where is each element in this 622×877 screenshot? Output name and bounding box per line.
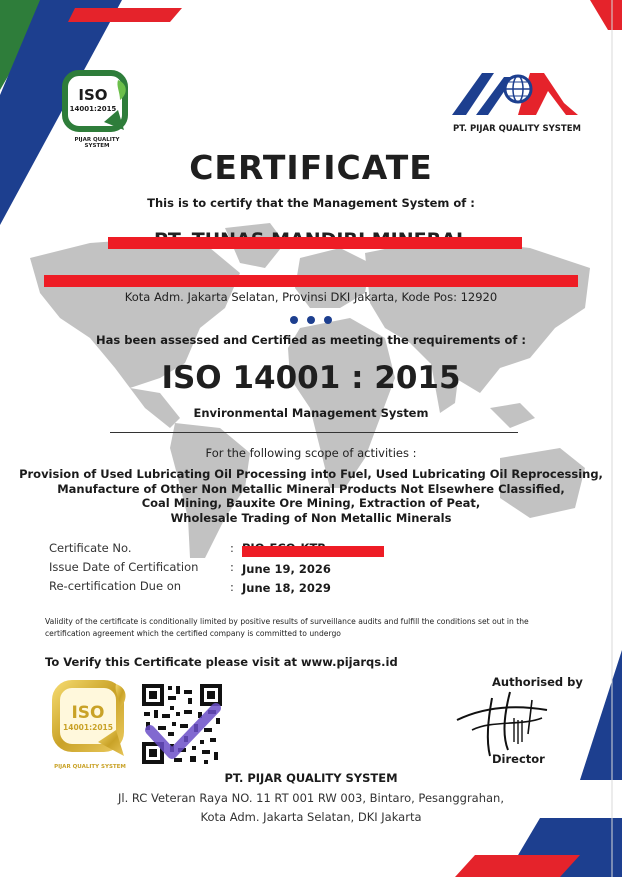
pijar-logo-icon bbox=[448, 65, 586, 117]
recert-colon: : bbox=[230, 580, 234, 594]
redaction-bar-company bbox=[108, 237, 522, 249]
authorised-by-label: Authorised by bbox=[492, 675, 583, 689]
iso-gold-caption: PIJAR QUALITY SYSTEM bbox=[54, 764, 126, 770]
signature-icon bbox=[452, 690, 552, 760]
validity-note bbox=[45, 616, 605, 640]
certificate-title: CERTIFICATE bbox=[189, 148, 433, 187]
pijar-logo-name: PT. PIJAR QUALITY SYSTEM bbox=[453, 124, 581, 134]
standard-name: Environmental Management System bbox=[193, 406, 429, 420]
svg-text:ISO: ISO bbox=[71, 703, 105, 723]
verify-link[interactable]: To Verify this Certificate please visit at www.pijarqs.id bbox=[45, 655, 398, 669]
scope-line: Wholesale Trading of Non Metallic Minerals bbox=[170, 510, 452, 525]
issue-date-value: June 19, 2026 bbox=[242, 562, 331, 576]
footer-company: PT. PIJAR QUALITY SYSTEM bbox=[224, 771, 398, 785]
scope-list bbox=[0, 467, 622, 525]
scope-line: Provision of Used Lubricating Oil Processing into Fuel, Used Lubricating Oil Reprocessing, bbox=[19, 467, 603, 481]
svg-text:ISO: ISO bbox=[78, 86, 108, 104]
iso-gold-seal bbox=[52, 678, 132, 768]
iso-logo-caption: PIJAR QUALITY SYSTEM bbox=[74, 137, 120, 149]
svg-text:14001:2015: 14001:2015 bbox=[69, 105, 117, 113]
recert-label: Re-certification Due on bbox=[49, 579, 182, 593]
iso-logo-top-left bbox=[62, 70, 132, 149]
cert-no-label: Certificate No. bbox=[49, 541, 132, 555]
red-stripe-top-right bbox=[590, 0, 622, 30]
scope-intro: For the following scope of activities : bbox=[205, 446, 417, 460]
assessed-statement: Has been assessed and Certified as meeting the requirements of : bbox=[96, 333, 526, 347]
scope-line: Coal Mining, Bauxite Ore Mining, Extraction of Peat, bbox=[141, 496, 481, 510]
red-stripe-bottom-right bbox=[455, 855, 580, 877]
cert-no-colon: : bbox=[230, 541, 234, 555]
validity-line-2: certification agreement which the certified company is committed to undergo bbox=[45, 629, 341, 638]
scope-line: Manufacture of Other Non Metallic Mineral Products Not Elsewhere Classified, bbox=[57, 481, 565, 496]
separator-dots-icon bbox=[286, 314, 336, 326]
standard-number: ISO 14001 : 2015 bbox=[161, 360, 461, 396]
iso-badge-icon bbox=[62, 70, 132, 132]
director-label: Director bbox=[492, 752, 545, 766]
red-stripe-top-left bbox=[68, 8, 182, 22]
qr-code[interactable] bbox=[140, 682, 224, 766]
divider-line bbox=[110, 432, 518, 433]
redaction-bar-cert-no bbox=[242, 546, 384, 557]
footer-address-2: Kota Adm. Jakarta Selatan, DKI Jakarta bbox=[200, 810, 422, 824]
company-address: Kota Adm. Jakarta Selatan, Provinsi DKI Jakarta, Kode Pos: 12920 bbox=[124, 290, 498, 304]
iso-gold-badge-icon bbox=[52, 678, 132, 760]
footer-address-1: Jl. RC Veteran Raya NO. 11 RT 001 RW 003, Bintaro, Pesanggrahan, bbox=[117, 791, 505, 805]
pijar-logo-top-right bbox=[448, 65, 586, 135]
certify-intro: This is to certify that the Management System of : bbox=[147, 196, 475, 210]
navy-stripe-mid-right bbox=[580, 650, 622, 780]
recert-value: June 18, 2029 bbox=[242, 581, 331, 595]
svg-text:14001:2015: 14001:2015 bbox=[63, 723, 113, 732]
redaction-bar-address bbox=[44, 275, 578, 287]
issue-date-colon: : bbox=[230, 560, 234, 574]
validity-line-1: Validity of the certificate is conditionally limited by positive results of surveillance audits and fulfill the conditions set out in the bbox=[45, 617, 529, 626]
issue-date-label: Issue Date of Certification bbox=[49, 560, 199, 574]
